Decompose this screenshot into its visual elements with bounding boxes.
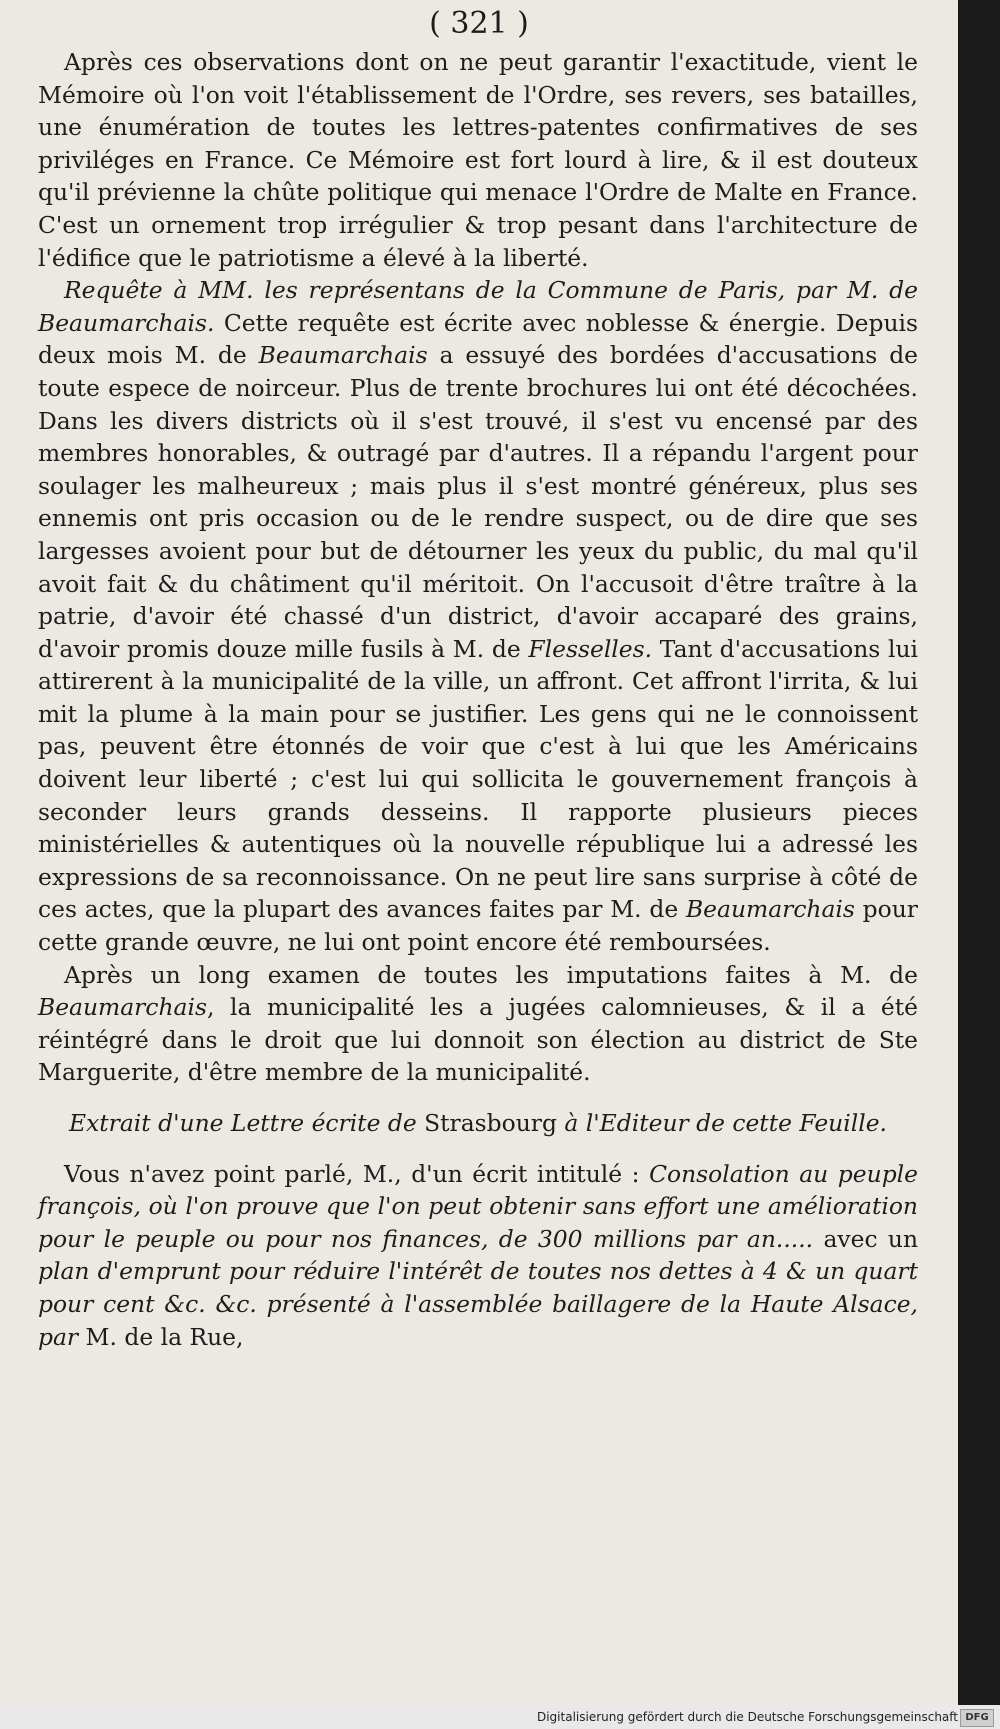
text-segment: Cette requête est écrite avec noblesse & énergie. Depuis deux mois M. de <box>38 308 918 370</box>
text-segment: Requête à MM. les représentans de la Commune de Paris, par M. de Beaumarchais. <box>38 276 918 337</box>
letter-heading <box>38 1107 918 1140</box>
paragraph-malte <box>38 46 918 274</box>
text-segment: Après un long examen de toutes les imputations faites à M. de <box>64 960 918 989</box>
footer-credit: Digitalisierung gefördert durch die Deutsche Forschungsgemeinschaft <box>536 1710 958 1724</box>
text-segment: Après ces observations dont on ne peut garantir l'exactitude, vient le Mémoire où l'on voit l'établissement de l'Ordre, ses revers, ses batailles, une énumération de toutes les lettres-patentes confirmatives de ses priviléges en France. Ce Mémoire est fort lourd à lire, & il est douteux qu'il prévienne la chûte politique qui menace l'Ordre de Malte en France. C'est un ornement trop irrégulier & trop pesant dans l'architecture de l'édifice que le patriotisme a élevé à la liberté. <box>38 48 918 272</box>
paragraph-beaumarchais <box>38 274 918 958</box>
text-segment: Vous n'avez point parlé, M., d'un écrit intitulé : <box>64 1159 650 1188</box>
text-segment: M. de la Rue, <box>78 1322 244 1351</box>
body-text <box>38 46 918 1353</box>
heading-part: Extrait d'une Lettre écrite de <box>69 1109 417 1137</box>
text-segment: Consolation au peuple françois, où l'on prouve que l'on peut obtenir sans effort une amélioration pour le peuple ou pour nos finances, de 300 millions par an..... <box>38 1159 918 1253</box>
heading-part: à l'Editeur de cette Feuille. <box>564 1109 887 1137</box>
paragraph-municipalite <box>38 959 918 1089</box>
footer-bar <box>0 1705 1000 1729</box>
page-number: ( 321 ) <box>429 6 529 41</box>
text-segment: Flesselles. <box>528 634 653 663</box>
paragraph-letter <box>38 1158 918 1354</box>
text-segment: avec un <box>813 1224 919 1253</box>
text-segment: pour cette grande œuvre, ne lui ont point encore été remboursées. <box>38 895 918 957</box>
heading-city: Strasbourg <box>416 1109 565 1137</box>
text-segment: Tant d'accusations lui attirerent à la municipalité de la ville, un affront. Cet affront l'irrita, & lui mit la plume à la main pour se justifier. Les gens qui ne le connoissent pas, peuvent être étonnés de voir que c'est à lui que les Américains doivent leur liberté ; c'est lui qui sollicita le gouvernement françois à seconder leurs grands desseins. Il rapporte plusieurs pieces ministérielles & autentiques où la nouvelle république lui a adressé les expressions de sa reconnoissance. On ne peut lire sans surprise à côté de ces actes, que la plupart des avances faites par M. de <box>38 634 918 924</box>
text-segment: Beaumarchais <box>258 341 428 370</box>
text-segment: Beaumarchais <box>38 993 207 1022</box>
dfg-logo-icon: DFG <box>960 1709 994 1727</box>
text-segment: Beaumarchais <box>685 895 855 924</box>
text-segment: , la municipalité les a jugées calomnieuses, & il a été réintégré dans le droit que lui donnoit son élection au district de Ste Marguerite, d'être membre de la municipalité. <box>38 993 918 1087</box>
text-segment: plan d'emprunt pour réduire l'intérêt de toutes nos dettes à 4 & un quart pour cent &c. &c. présenté à l'assemblée baillagere de la Haute Alsace, par <box>38 1257 918 1351</box>
text-segment: a essuyé des bordées d'accusations de toute espece de noirceur. Plus de trente brochures lui ont été décochées. Dans les divers districts où il s'est trouvé, il s'est vu encensé par des membres honorables, & outragé par d'autres. Il a répandu l'argent pour soulager les malheureux ; mais plus il s'est montré généreux, plus ses ennemis ont pris occasion ou de le rendre suspect, ou de dire que ses largesses avoient pour but de détourner les yeux du public, du mal qu'il avoit fait & du châtiment qu'il méritoit. On l'accusoit d'être traître à la patrie, d'avoir été chassé d'un district, d'avoir accaparé des grains, d'avoir promis douze mille fusils à M. de <box>38 341 919 663</box>
